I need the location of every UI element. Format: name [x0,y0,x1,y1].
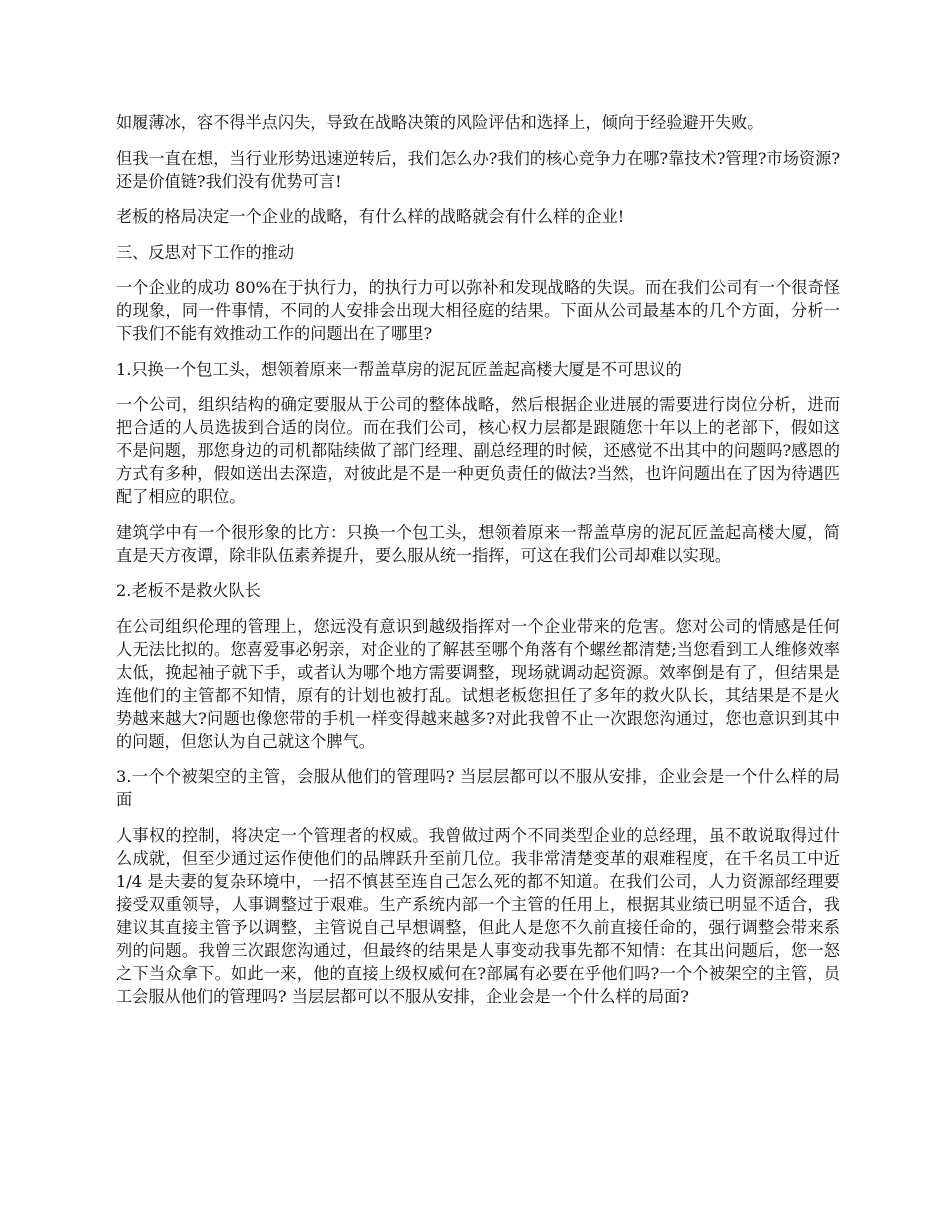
paragraph: 在公司组织伦理的管理上，您远没有意识到越级指挥对一个企业带来的危害。您对公司的情感是任何人无法比拟的。您喜爱事必躬亲，对企业的了解甚至哪个角落有个螺丝都清楚;当您看到工人维修效率太低，挽起袖子就下手，或者认为哪个地方需要调整，现场就调动起资源。效率倒是有了，但结果是连他们的主管都不知情，原有的计划也被打乱。试想老板您担任了多年的救火队长，其结果是不是火势越来越大?问题也像您带的手机一样变得越来越多?对此我曾不止一次跟您沟通过，您也意识到其中的问题，但您认为自己就这个脾气。 [116,616,840,751]
subsection-heading: 3.一个个被架空的主管，会服从他们的管理吗? 当层层都可以不服从安排，企业会是一个什么样的局面 [116,767,840,809]
paragraph: 如履薄冰，容不得半点闪失，导致在战略决策的风险评估和选择上，倾向于经验避开失败。 [116,113,764,132]
paragraph: 人事权的控制，将决定一个管理者的权威。我曾做过两个不同类型企业的总经理，虽不敢说取得过什么成就，但至少通过运作使他们的品牌跃升至前几位。我非常清楚变革的艰难程度，在千名员工中近 1/4 是夫妻的复杂环境中，一招不慎甚至连自己怎么死的都不知道。在我们公司，人力资源部经理要接受双重领导，人事调整过于艰难。生产系统内部一个主管的任用上，根据其业绩已明显不适合，我建议其直接主管予以调整，主管说自己早想调整，但此人是您不久前直接任命的，强行调整会带来系列的问题。我曾三次跟您沟通过，但最终的结果是人事变动我事先都不知情：在其出问题后，您一怒之下当众拿下。如此一来，他的直接上级权威何在?部属有必要在乎他们吗?一个个被架空的主管，员工会服从他们的管理吗? 当层层都可以不服从安排，企业会是一个什么样的局面? [116,825,840,1006]
document-body [116,111,840,1020]
paragraph: 一个企业的成功 80%在于执行力，的执行力可以弥补和发现战略的失误。而在我们公司有一个很奇怪的现象，同一件事情，不同的人安排会出现大相径庭的结果。下面从公司最基本的几个方面，分析一下我们不能有效推动工作的问题出在了哪里? [116,278,840,343]
section-heading: 三、反思对下工作的推动 [116,242,295,262]
paragraph: 建筑学中有一个很形象的比方：只换一个包工头，想领着原来一帮盖草房的泥瓦匠盖起高楼大厦，简直是天方夜谭，除非队伍素养提升，要么服从统一指挥，可这在我们公司却难以实现。 [116,522,840,565]
paragraph: 一个公司，组织结构的确定要服从于公司的整体战略，然后根据企业进展的需要进行岗位分析，进而把合适的人员选拔到合适的岗位。而在我们公司，核心权力层都是跟随您十年以上的老部下，假如这不是问题，那您身边的司机都陆续做了部门经理、副总经理的时候，还感觉不出其中的问题吗?感恩的方式有多种，假如送出去深造，对彼此是不是一种更负责任的做法?当然，也许问题出在了因为待遇匹配了相应的职位。 [116,395,840,506]
subsection-heading: 2.老板不是救火队长 [116,581,261,600]
paragraph: 老板的格局决定一个企业的战略，有什么样的战略就会有什么样的企业! [116,207,625,226]
paragraph: 但我一直在想，当行业形势迅速逆转后，我们怎么办?我们的核心竞争力在哪?靠技术?管理?市场资源?还是价值链?我们没有优势可言! [116,148,840,191]
subsection-heading: 1.只换一个包工头，想领着原来一帮盖草房的泥瓦匠盖起高楼大厦是不可思议的 [116,359,682,379]
